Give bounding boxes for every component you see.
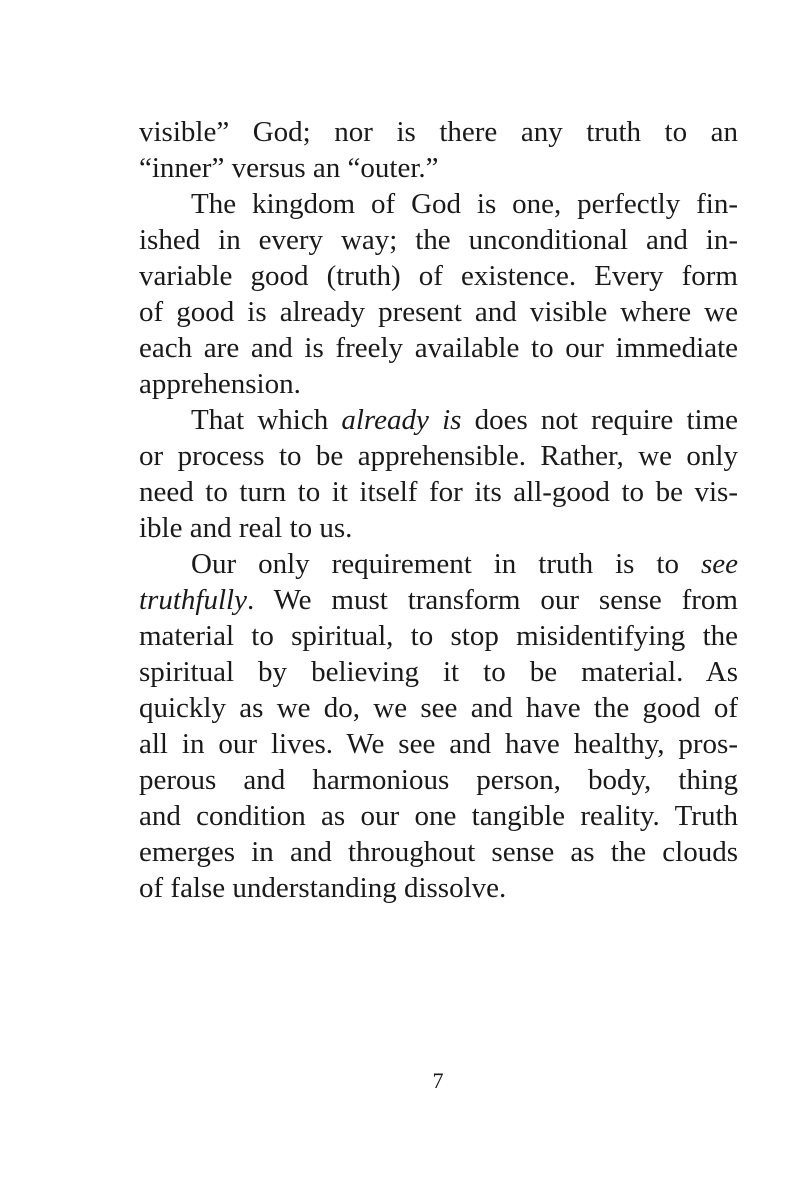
text-span: of false understanding dissolve. [139, 872, 507, 904]
text-span: variable good (truth) of existence. Every form [139, 260, 738, 292]
text-line [139, 618, 738, 654]
text-line [139, 402, 738, 438]
text-span: or process to be apprehensible. Rather, we only [139, 440, 738, 472]
text-line [139, 690, 738, 726]
text-line [139, 762, 738, 798]
text-line [139, 726, 738, 762]
text-span: emerges in and throughout sense as the clouds [139, 836, 738, 868]
text-line [139, 798, 738, 834]
text-line [139, 186, 738, 222]
text-line [139, 258, 738, 294]
text-span: Our only requirement in truth is to [191, 548, 701, 580]
text-line [139, 546, 738, 582]
text-line [139, 510, 738, 546]
text-span: quickly as we do, we see and have the good of [139, 692, 738, 724]
text-span: “inner” versus an “outer.” [139, 152, 439, 184]
italic-text: truthfully [139, 584, 247, 616]
text-line [139, 330, 738, 366]
text-line [139, 438, 738, 474]
text-span: visible” God; nor is there any truth to an [139, 116, 738, 148]
text-line [139, 870, 738, 906]
text-span: and condition as our one tangible reality. Truth [139, 800, 738, 832]
text-line [139, 366, 738, 402]
text-span: The kingdom of God is one, perfectly fin- [191, 188, 738, 220]
text-line [139, 582, 738, 618]
text-line [139, 654, 738, 690]
text-span: apprehension. [139, 368, 301, 400]
text-span: . We must transform our sense from [246, 584, 738, 616]
text-span: each are and is freely available to our immediate [139, 332, 738, 364]
text-line [139, 294, 738, 330]
text-span: of good is already present and visible where we [139, 296, 738, 328]
body-text [139, 114, 738, 906]
text-line [139, 222, 738, 258]
text-line [139, 114, 738, 150]
text-line [139, 150, 738, 186]
page-number: 7 [432, 1068, 444, 1093]
text-span: does not require time [461, 404, 738, 436]
text-line [139, 474, 738, 510]
text-span: material to spiritual, to stop misidentifying the [139, 620, 738, 652]
italic-text: already is [341, 404, 462, 436]
text-span: need to turn to it itself for its all-good to be vis- [139, 476, 738, 508]
text-span: perous and harmonious person, body, thing [139, 764, 738, 796]
text-span: ished in every way; the unconditional and in- [139, 224, 738, 256]
text-span: That which [191, 404, 342, 436]
text-span: all in our lives. We see and have healthy, pros- [139, 728, 738, 760]
text-span: spiritual by believing it to be material. As [139, 656, 738, 688]
text-line [139, 834, 738, 870]
italic-text: see [700, 548, 738, 580]
text-span: ible and real to us. [139, 512, 353, 544]
